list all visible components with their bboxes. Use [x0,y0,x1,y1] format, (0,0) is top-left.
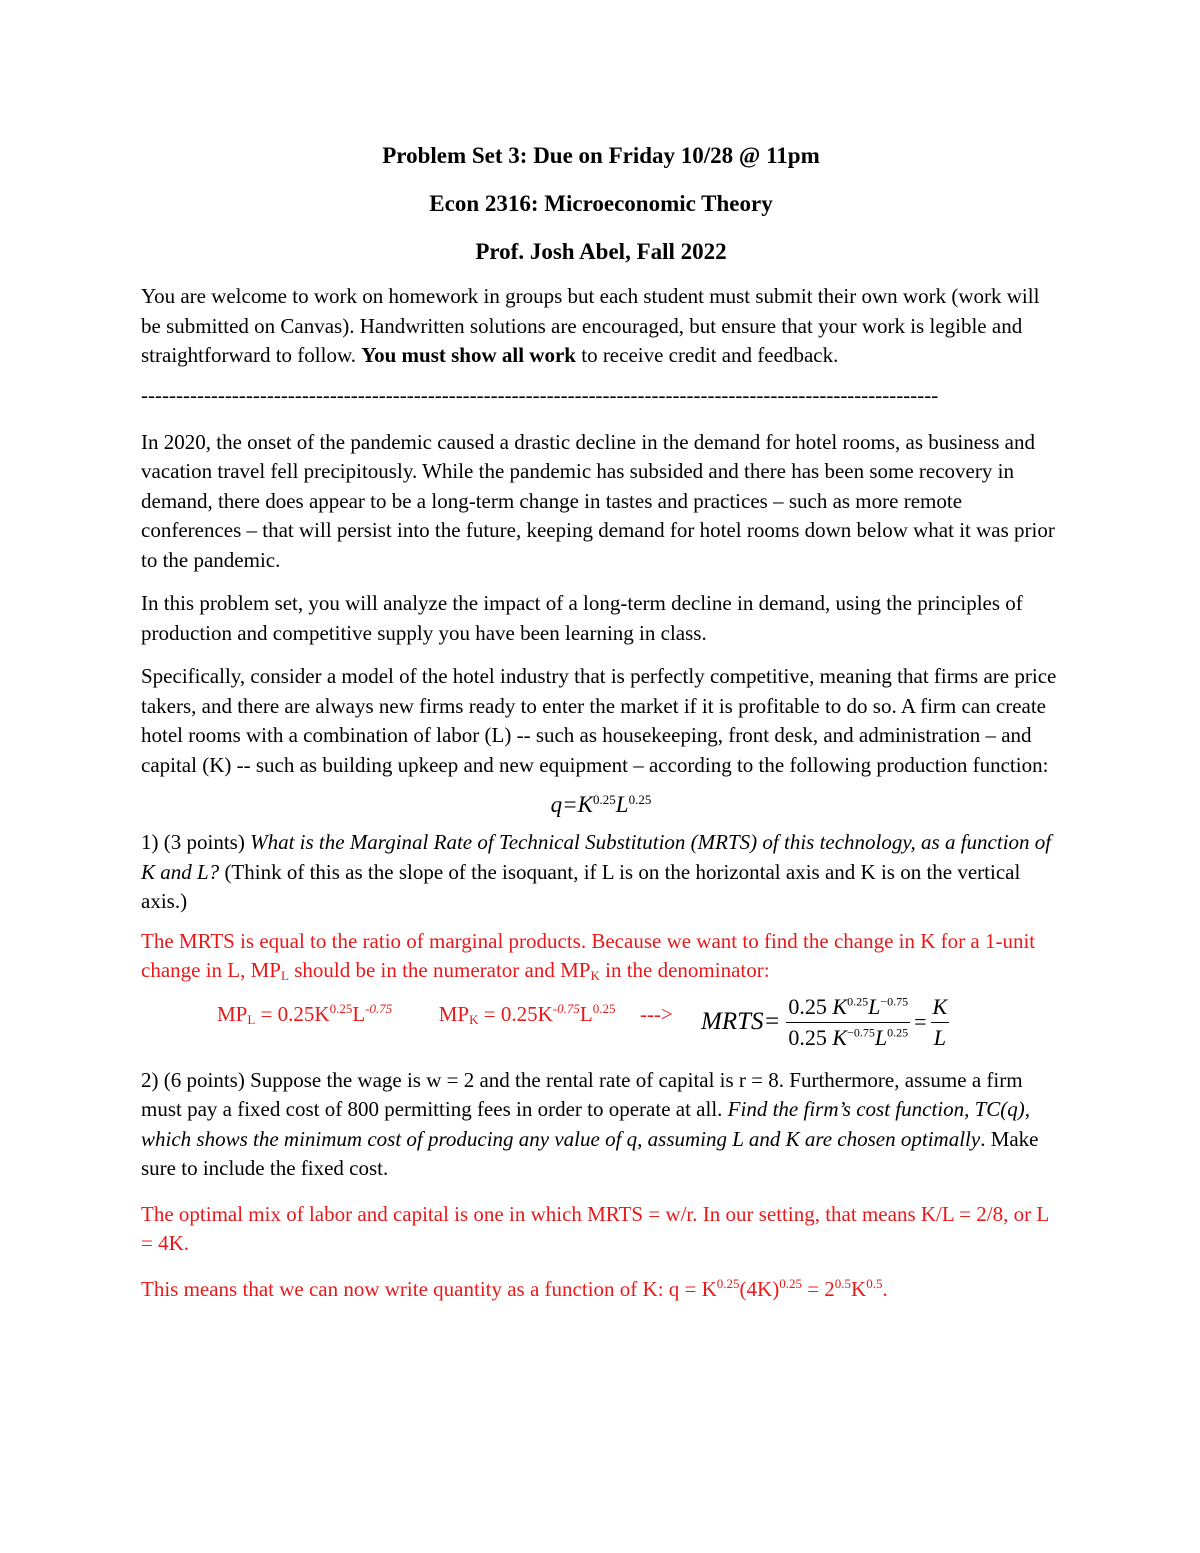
instructor-line: Prof. Josh Abel, Fall 2022 [475,239,727,264]
mrts-fraction: $\frac{0.25 K^{0.25}L^{-0.75}}{0.25 K^{-0.75}L^{0.25}}$ [788,993,909,1050]
separator-line: ------------------------------------------------------------------------------------------------------------------ [141,382,939,407]
emphasis-text: You must show all work [361,343,576,367]
marginal-products-equations [217,1002,673,1027]
mpk-equation: $MP_K = 0.25K^{-0.75}L^{0.25}$ [438,1000,616,1027]
mrts-result-fraction: $\frac{K}{L}$ [932,993,948,1050]
course-title: Econ 2316: Microeconomic Theory [429,191,773,216]
model-paragraph: Specifically, consider a model of the hotel industry that is perfectly competitive, meaning that firms are price takers, and there are always new firms ready to enter the market if it is profitable to do so. A firm can create hotel rooms with a combination of labor (L) -- such as housekeeping, front desk, and administration – and capital (K) -- such as building upkeep and new equipment – according to the following production function: [141,664,1057,777]
answer-1-text: The MRTS is equal to the ratio of marginal products. Because we want to find the change in K for a 1-unit change in L, $MP_L$ should be in the numerator and $MP_K$ in the denominator: [141,928,1036,983]
mrts-equation: MRTS= $\frac{0.25 K^{0.25}L^{-0.75}}{0.25 K^{-0.75}L^{0.25}}$ = $\frac{K}{L}$ [701,993,948,1050]
mpl-equation: $MP_L = 0.25K^{0.25}L^{-0.75}$ [217,1000,393,1027]
production-function-equation: $q=K^{0.25}L^{0.25}$ [550,792,652,817]
background-paragraph: In 2020, the onset of the pandemic caused a drastic decline in the demand for hotel rooms, as business and vacation travel fell precipitously. While the pandemic has subsided and there has been some recovery in demand, there does appear to be a long-term change in tastes and practices – such as more remote conferences – that will persist into the future, keeping demand for hotel rooms down below what it was prior to the pandemic. [141,429,1055,572]
answer-2-text-2: This means that we can now write quantity as a function of K: $q = K^{0.25}(4K)^{0.25} = 2^{0.5}K^{0.5}$. [141,1275,888,1301]
marginal-products-row [141,994,1061,1060]
question-1: 1) (3 points) What is the Marginal Rate of Technical Substitution (MRTS) of this technology, as a function of K and L? (Think of this as the slope of the isoquant, if L is on the horizontal axis and K is on the vertical axis.) [141,830,1052,913]
purpose-paragraph: In this problem set, you will analyze the impact of a long-term decline in demand, using the principles of production and competitive supply you have been learning in class. [141,591,1023,645]
document-content [141,140,1061,1318]
answer-2-text-1: The optimal mix of labor and capital is one in which MRTS = w/r. In our setting, that means K/L = 2/8, or L = 4K. [141,1201,1049,1255]
intro-paragraph: You are welcome to work on homework in groups but each student must submit their own work (work will be submitted on Canvas). Handwritten solutions are encouraged, but ensure that your work is legible and straightforward to follow. You must show all work to receive credit and feedback. [141,284,1040,367]
question-2: 2) (6 points) Suppose the wage is w = 2 and the rental rate of capital is r = 8. Furthermore, assume a firm must pay a fixed cost of 800 permitting fees in order to operate at all. Find the firm’s cost function, TC(q), which shows the minimum cost of producing any value of q, assuming L and K are chosen optimally. Make sure to include the fixed cost. [141,1067,1039,1180]
document-title: Problem Set 3: Due on Friday 10/28 @ 11pm [382,143,820,168]
arrow-text: ---> [639,1001,673,1026]
